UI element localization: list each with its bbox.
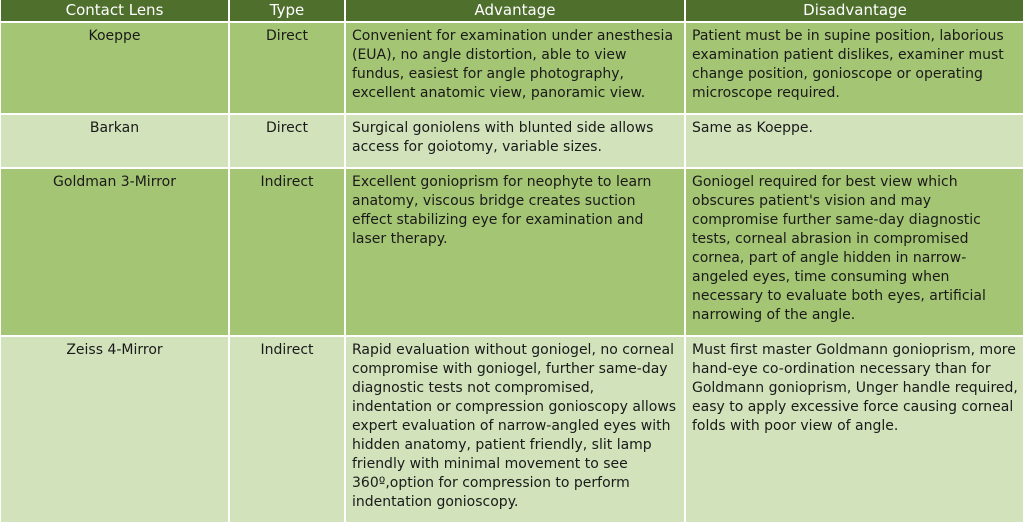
cell-lens: Barkan [1,115,228,167]
cell-disadvantage: Goniogel required for best view which obscures patient's vision and may compromise further same-day diagnostic tests, corneal abrasion in compromised cornea, part of angle hidden in narrow-angeled eyes, time consuming when necessary to evaluate both eyes, artificial narrowing of the angle. [686,169,1023,335]
cell-disadvantage: Same as Koeppe. [686,115,1023,167]
cell-lens: Koeppe [1,23,228,113]
header-contact-lens: Contact Lens [1,0,228,21]
cell-lens: Goldman 3-Mirror [1,169,228,335]
cell-type: Indirect [230,169,344,335]
header-disadvantage: Disadvantage [686,0,1023,21]
cell-type: Direct [230,23,344,113]
table-row [1,337,1023,522]
cell-type: Indirect [230,337,344,522]
table-row [1,23,1023,113]
cell-disadvantage: Patient must be in supine position, laborious examination patient dislikes, examiner must change position, gonioscope or operating microscope required. [686,23,1023,113]
cell-disadvantage: Must first master Goldmann gonioprism, more hand-eye co-ordination necessary than for Goldmann gonioprism, Unger handle required, easy to apply excessive force causing corneal folds with poor view of angle. [686,337,1023,522]
table-header-row [1,0,1023,21]
table-row [1,115,1023,167]
header-advantage: Advantage [346,0,684,21]
cell-advantage: Surgical goniolens with blunted side allows access for goiotomy, variable sizes. [346,115,684,167]
header-type: Type [230,0,344,21]
cell-lens: Zeiss 4-Mirror [1,337,228,522]
cell-type: Direct [230,115,344,167]
cell-advantage: Convenient for examination under anesthesia (EUA), no angle distortion, able to view fundus, easiest for angle photography, excellent anatomic view, panoramic view. [346,23,684,113]
table-row [1,169,1023,335]
cell-advantage: Excellent gonioprism for neophyte to learn anatomy, viscous bridge creates suction effect stabilizing eye for examination and laser therapy. [346,169,684,335]
cell-advantage: Rapid evaluation without goniogel, no corneal compromise with goniogel, further same-day diagnostic tests not compromised, indentation or compression gonioscopy allows expert evaluation of narrow-angled eyes with hidden anatomy, patient friendly, slit lamp friendly with minimal movement to see 360º,option for compression to perform indentation gonioscopy. [346,337,684,522]
